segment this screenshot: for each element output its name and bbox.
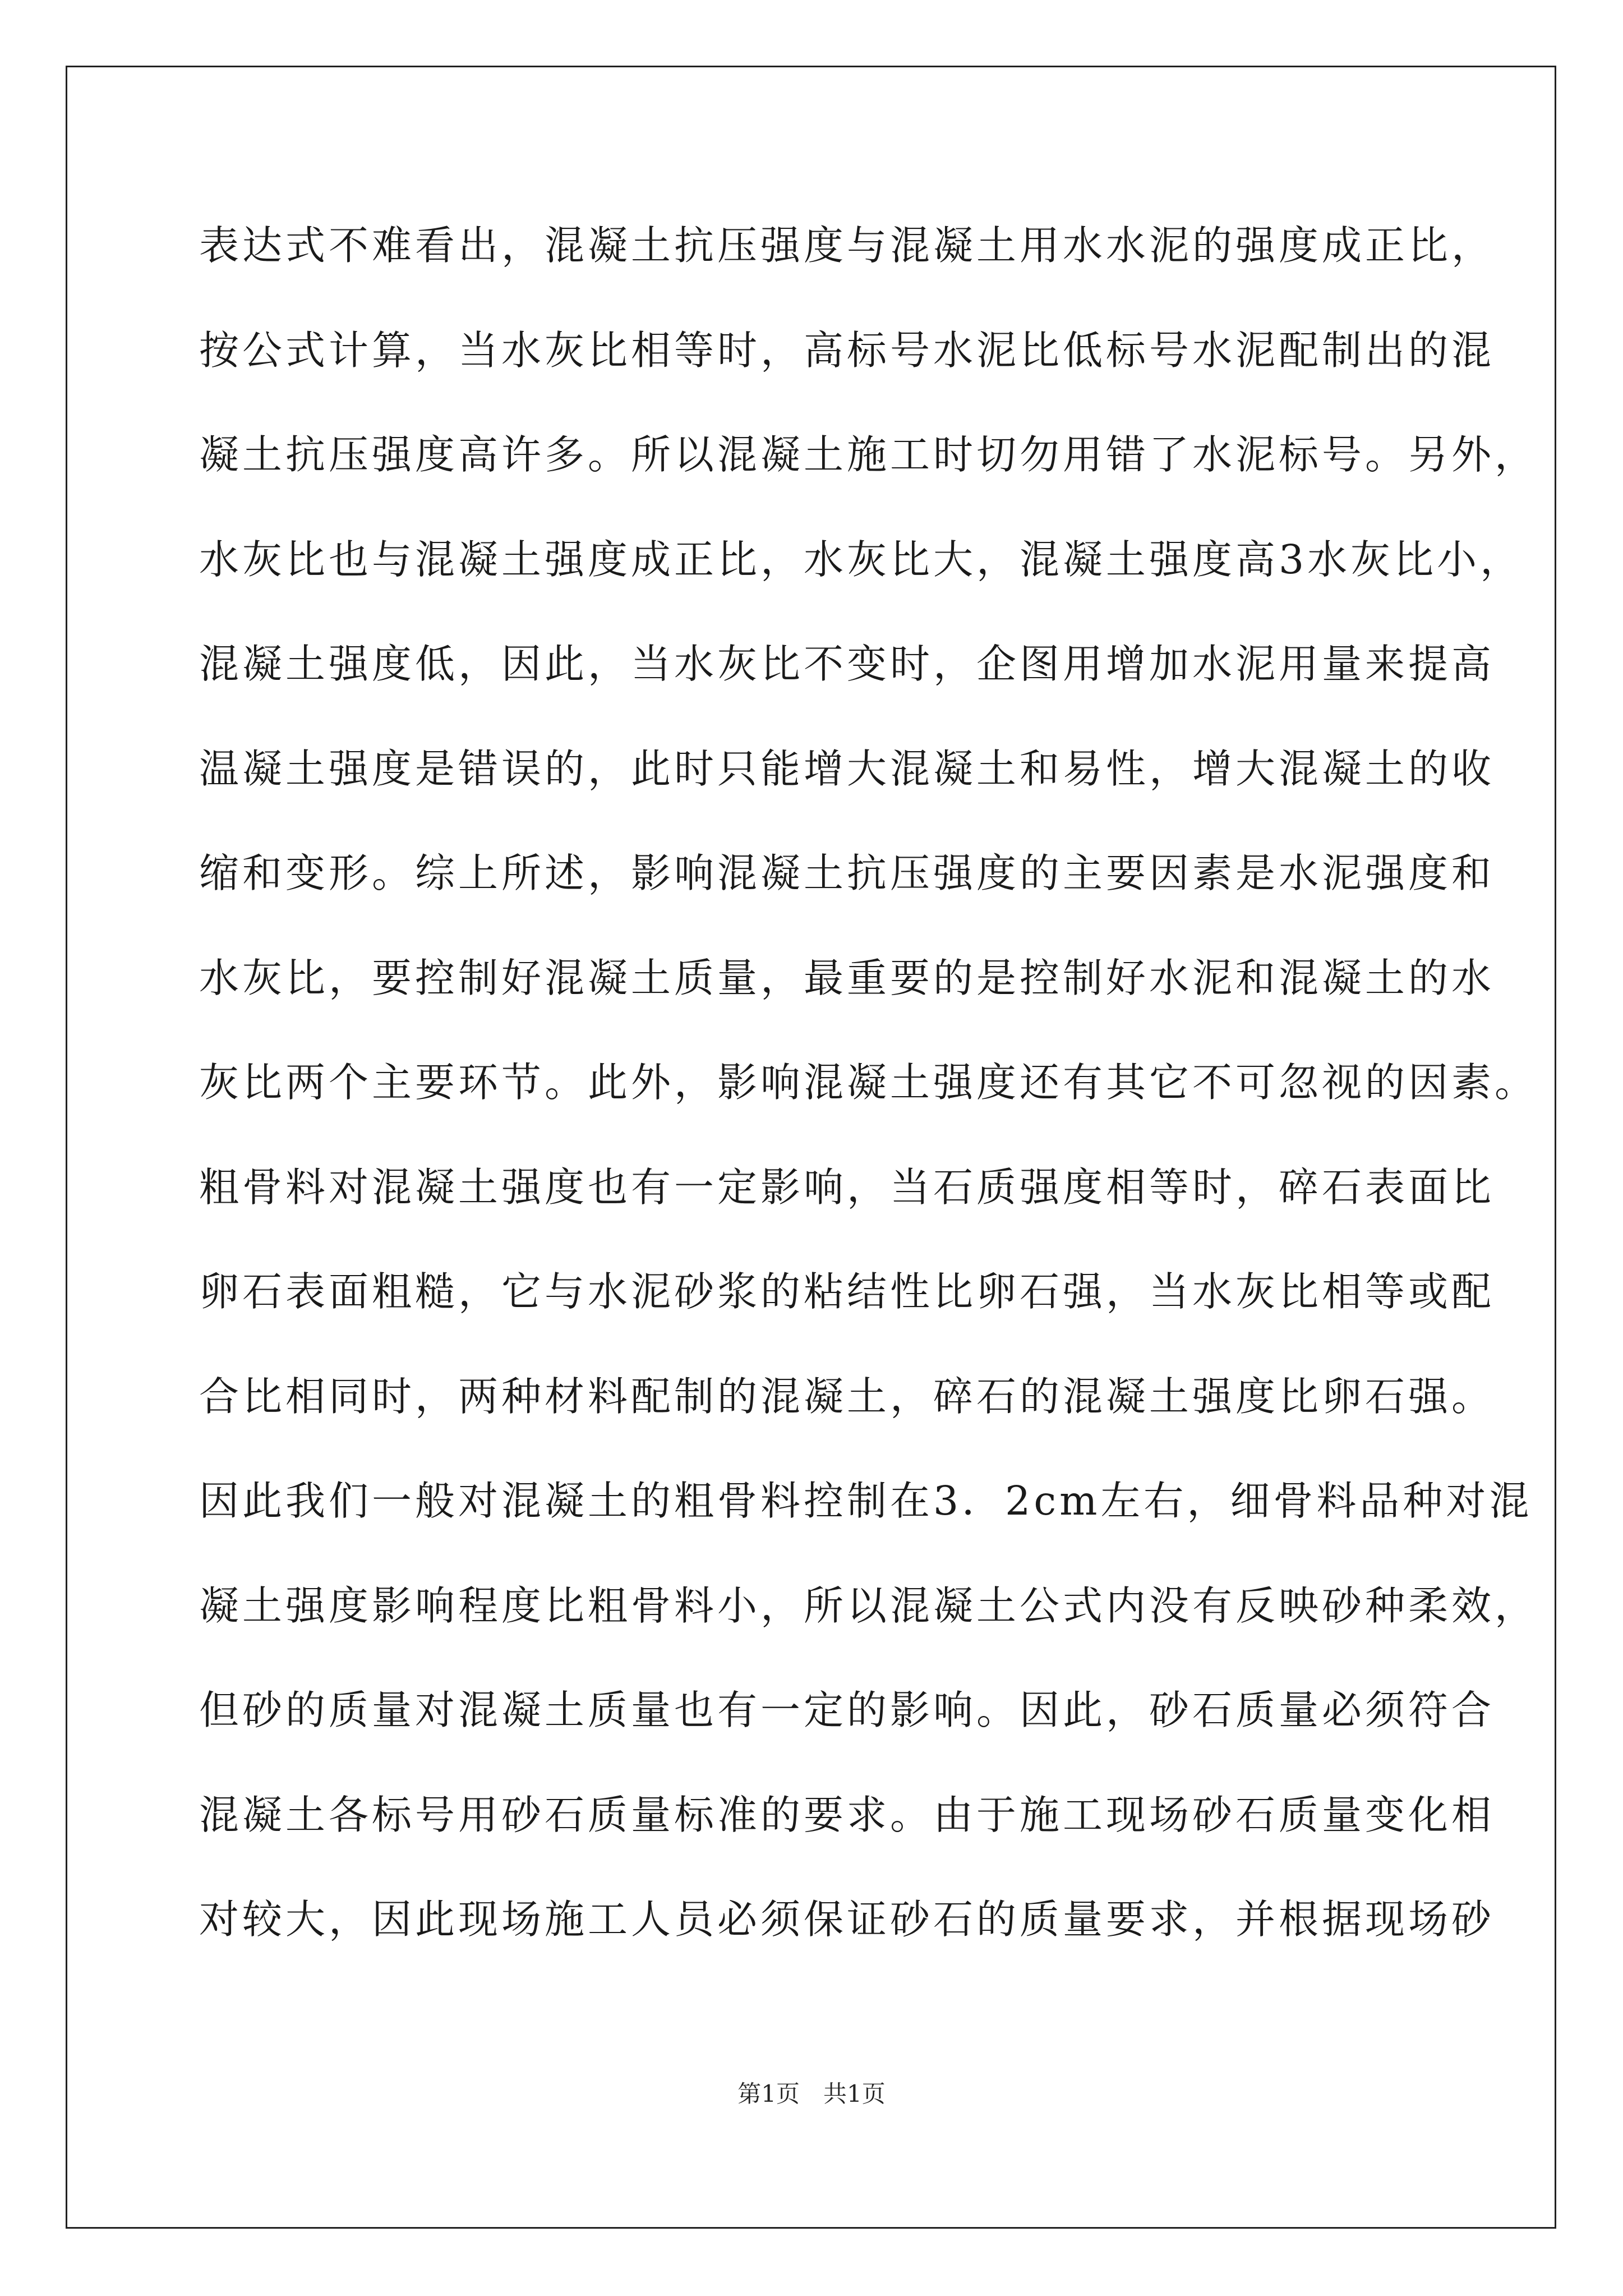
text-line: 但砂的质量对混凝土质量也有一定的影响。因此，砂石质量必须符合 (199, 1687, 1495, 1733)
text-line: 混凝土各标号用砂石质量标准的要求。由于施工现场砂石质量变化相 (199, 1791, 1495, 1838)
text-line: 混凝土强度低，因此，当水灰比不变时，企图用增加水泥用量来提高 (199, 641, 1495, 687)
text-line: 水灰比也与混凝土强度成正比，水灰比大，混凝土强度高3水灰比小， (199, 536, 1524, 583)
body-text (199, 194, 1538, 1972)
text-line: 粗骨料对混凝土强度也有一定影响，当石质强度相等时，碎石表面比 (199, 1163, 1495, 1211)
text-line: 表达式不难看出，混凝土抗压强度与混凝土用水水泥的强度成正比， (199, 222, 1495, 269)
text-line: 缩和变形。综上所述，影响混凝土抗压强度的主要因素是水泥强度和 (199, 850, 1495, 896)
text-line: 温凝土强度是错误的，此时只能增大混凝土和易性，增大混凝土的收 (199, 745, 1495, 792)
text-line: 对较大，因此现场施工人员必须保证砂石的质量要求，并根据现场砂 (199, 1896, 1495, 1943)
text-line: 因此我们一般对混凝土的粗骨料控制在3．2cm左右，细骨料品种对混 (199, 1478, 1533, 1524)
page-number-footer: 第1页 共1页 (737, 2080, 886, 2108)
text-line: 灰比两个主要环节。此外，影响混凝土强度还有其它不可忽视的因素。 (199, 1059, 1538, 1106)
text-line: 凝土抗压强度高许多。所以混凝土施工时切勿用错了水泥标号。另外， (199, 431, 1538, 478)
text-line: 合比相同时，两种材料配制的混凝土，碎石的混凝土强度比卵石强。 (199, 1373, 1495, 1420)
text-line: 凝土强度影响程度比粗骨料小，所以混凝土公式内没有反映砂种柔效， (199, 1582, 1538, 1629)
text-line: 卵石表面粗糙，它与水泥砂浆的粘结性比卵石强，当水灰比相等或配 (199, 1268, 1495, 1315)
text-line: 按公式计算，当水灰比相等时，高标号水泥比低标号水泥配制出的混 (199, 326, 1495, 374)
text-line: 水灰比，要控制好混凝土质量，最重要的是控制好水泥和混凝土的水 (199, 954, 1495, 1001)
